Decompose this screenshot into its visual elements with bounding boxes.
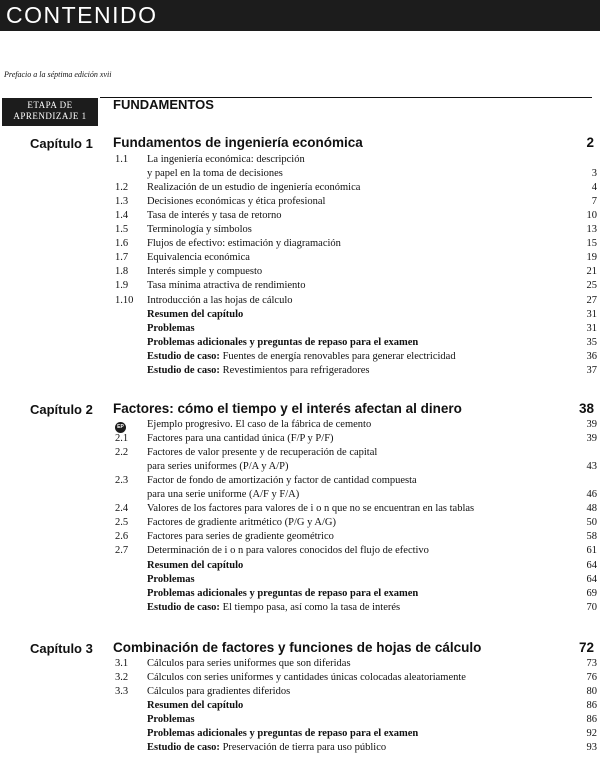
preface-line[interactable]: Prefacio a la séptima edición xvii xyxy=(4,70,112,79)
entry-text xyxy=(147,336,418,349)
entry-text: Factores de gradiente aritmético (P/G y A/G) xyxy=(147,517,336,529)
entry-text: Estudio de caso: Fuentes de energía renovables para generar electricidad xyxy=(147,350,456,362)
entry-page: 69 xyxy=(586,587,597,599)
toc-entry[interactable] xyxy=(112,587,597,600)
toc-entry[interactable] xyxy=(112,741,597,754)
entry-text: Estudio de caso: Preservación de tierra para uso público xyxy=(147,742,387,754)
entry-text: Factores para una cantidad única (F/P y P/F) xyxy=(147,433,334,445)
entry-number: 2.1 xyxy=(115,433,129,445)
entry-page: 19 xyxy=(586,252,597,264)
entry-page: 7 xyxy=(591,196,597,208)
toc-entry[interactable] xyxy=(112,699,597,712)
toc-entry[interactable] xyxy=(112,685,597,698)
toc-entry[interactable] xyxy=(112,516,597,529)
entry-number: 1.10 xyxy=(115,294,134,306)
toc-entry[interactable] xyxy=(112,474,597,487)
entry-bold-label: Problemas xyxy=(147,573,195,585)
entry-text xyxy=(147,699,243,712)
header-banner xyxy=(0,0,600,31)
ep-badge-icon: EP xyxy=(115,422,126,433)
entry-text: Equivalencia económica xyxy=(147,252,250,264)
entry-text: Cálculos para series uniformes que son diferidas xyxy=(147,658,351,669)
entry-text: Estudio de caso: El tiempo pasa, así como la tasa de interés xyxy=(147,601,401,613)
entry-text: Factores para series de gradiente geométrico xyxy=(147,531,334,543)
toc-entry[interactable] xyxy=(112,167,597,180)
entry-number: 2.7 xyxy=(115,545,129,557)
entry-page: 86 xyxy=(586,700,597,712)
entry-bold-label: Problemas adicionales y preguntas de repaso para el examen xyxy=(147,587,419,599)
toc-entry[interactable] xyxy=(112,502,597,515)
entry-text: Estudio de caso: Revestimientos para refrigeradores xyxy=(147,364,370,376)
toc-entry[interactable] xyxy=(112,181,597,194)
entry-text: Determinación de i o n para valores conocidos del flujo de efectivo xyxy=(147,545,429,557)
entry-page: 15 xyxy=(586,238,597,250)
toc-entry[interactable] xyxy=(112,544,597,557)
entry-number: 1.5 xyxy=(115,224,129,236)
entry-bold-label: Resumen del capítulo xyxy=(147,559,244,571)
entry-number: 1.8 xyxy=(115,266,129,278)
entry-page: 39 xyxy=(586,433,597,445)
toc-entry[interactable] xyxy=(112,336,597,349)
entry-bold-label: Estudio de caso: xyxy=(147,364,220,376)
entry-text: Cálculos para gradientes diferidos xyxy=(147,686,291,698)
entry-page: 70 xyxy=(586,601,597,613)
entry-number: 1.1 xyxy=(115,154,129,165)
entry-page: 4 xyxy=(591,182,597,194)
toc-entry[interactable] xyxy=(112,279,597,292)
entry-text xyxy=(147,308,243,321)
entry-bold-label: Problemas adicionales y preguntas de repaso para el examen xyxy=(147,728,419,740)
entry-bold-label: Estudio de caso: xyxy=(147,742,220,754)
entry-number: 1.3 xyxy=(115,196,129,208)
toc-entry[interactable] xyxy=(112,727,597,740)
entry-number: 2.5 xyxy=(115,517,129,529)
entry-text: para series uniformes (P/A y A/P) xyxy=(147,461,289,473)
entry-number xyxy=(115,418,126,432)
stage-title: FUNDAMENTOS xyxy=(113,97,214,112)
toc-entry[interactable] xyxy=(112,657,597,670)
chapter-label: Capítulo 3 xyxy=(30,641,93,656)
entry-page: 50 xyxy=(586,517,597,529)
entry-text xyxy=(147,727,418,740)
entry-bold-label: Problemas adicionales y preguntas de repaso para el examen xyxy=(147,336,419,348)
entry-number: 3.3 xyxy=(115,686,129,698)
toc-entry[interactable] xyxy=(112,209,597,222)
entry-page: 36 xyxy=(586,350,597,362)
entry-page: 43 xyxy=(586,461,597,473)
entry-number: 3.1 xyxy=(115,658,129,669)
toc-entry[interactable] xyxy=(112,460,597,473)
stage-label-line2: APRENDIZAJE 1 xyxy=(13,111,87,121)
entry-page: 31 xyxy=(586,322,597,334)
toc-entry[interactable] xyxy=(112,530,597,543)
entry-bold-label: Problemas xyxy=(147,322,195,334)
toc-entry[interactable] xyxy=(112,294,597,307)
entry-text: Cálculos con series uniformes y cantidades únicas colocadas aleatoriamente xyxy=(147,672,466,684)
entry-text: Ejemplo progresivo. El caso de la fábrica de cemento xyxy=(147,419,372,430)
entry-page: 21 xyxy=(586,266,597,278)
toc-entry[interactable] xyxy=(112,364,597,377)
entry-page: 64 xyxy=(586,573,597,585)
entry-bold-label: Estudio de caso: xyxy=(147,601,220,613)
entry-text: Tasa de interés y tasa de retorno xyxy=(147,210,282,222)
entry-number: 2.6 xyxy=(115,531,129,543)
entry-text: y papel en la toma de decisiones xyxy=(147,168,283,180)
toc-entry[interactable] xyxy=(112,265,597,278)
toc-entry[interactable] xyxy=(112,153,597,166)
toc-entry[interactable] xyxy=(112,446,597,459)
chapter-title[interactable]: Factores: cómo el tiempo y el interés afectan al dinero xyxy=(113,401,462,416)
toc-entry[interactable] xyxy=(112,195,597,208)
chapter-page: 2 xyxy=(586,135,594,150)
entry-text: Factor de fondo de amortización y factor de cantidad compuesta xyxy=(147,475,417,487)
entry-page: 61 xyxy=(586,545,597,557)
entry-text xyxy=(147,587,418,600)
entry-page: 13 xyxy=(586,224,597,236)
entry-number: 1.9 xyxy=(115,280,129,292)
entry-page: 93 xyxy=(586,742,597,754)
toc-entry[interactable] xyxy=(112,432,597,445)
entry-text: Terminología y símbolos xyxy=(147,224,252,236)
chapter-title[interactable]: Fundamentos de ingeniería económica xyxy=(113,135,363,150)
entry-bold-label: Resumen del capítulo xyxy=(147,700,244,712)
toc-entry[interactable] xyxy=(112,671,597,684)
entry-page: 31 xyxy=(586,308,597,320)
entry-page: 73 xyxy=(586,658,597,669)
entry-page: 46 xyxy=(586,489,597,501)
entry-text: Introducción a las hojas de cálculo xyxy=(147,294,293,306)
entry-bold-label: Resumen del capítulo xyxy=(147,308,244,320)
toc-entry[interactable] xyxy=(112,713,597,726)
toc-entry[interactable] xyxy=(112,251,597,264)
entry-number: 1.7 xyxy=(115,252,129,264)
entry-bold-label: Estudio de caso: xyxy=(147,350,220,362)
toc-entry[interactable] xyxy=(112,559,597,572)
entry-text: Realización de un estudio de ingeniería económica xyxy=(147,182,361,194)
toc-entry[interactable] xyxy=(112,488,597,501)
entry-text xyxy=(147,559,243,572)
entry-number: 1.6 xyxy=(115,238,129,250)
toc-entry[interactable] xyxy=(112,418,597,431)
entry-page: 64 xyxy=(586,559,597,571)
entry-page: 48 xyxy=(586,503,597,515)
entry-number: 2.3 xyxy=(115,475,129,487)
entry-number: 2.4 xyxy=(115,503,129,515)
chapter-label: Capítulo 1 xyxy=(30,136,93,151)
entry-bold-label: Problemas xyxy=(147,714,195,726)
stage-badge xyxy=(2,98,98,126)
toc-entry[interactable] xyxy=(112,237,597,250)
entry-page: 58 xyxy=(586,531,597,543)
entry-page: 80 xyxy=(586,686,597,698)
entry-text xyxy=(147,573,195,586)
toc-entry[interactable] xyxy=(112,350,597,363)
entry-page: 39 xyxy=(586,419,597,430)
entry-text: Interés simple y compuesto xyxy=(147,266,263,278)
entry-page: 35 xyxy=(586,336,597,348)
entry-text: Tasa mínima atractiva de rendimiento xyxy=(147,280,306,292)
page-title: CONTENIDO xyxy=(6,2,158,28)
entry-text xyxy=(147,322,195,335)
entry-text: La ingeniería económica: descripción xyxy=(147,154,305,165)
entry-text xyxy=(147,713,195,726)
entry-page: 3 xyxy=(591,168,597,180)
entry-text: Factores de valor presente y de recuperación de capital xyxy=(147,447,378,459)
toc-entry[interactable] xyxy=(112,223,597,236)
chapter-page: 72 xyxy=(578,640,594,655)
entry-page: 10 xyxy=(586,210,597,222)
entry-text: para una serie uniforme (A/F y F/A) xyxy=(147,489,300,501)
toc-entry[interactable] xyxy=(112,322,597,335)
entry-page: 37 xyxy=(586,364,597,376)
chapter-page: 38 xyxy=(578,401,594,416)
toc-entry[interactable] xyxy=(112,308,597,321)
chapter-label: Capítulo 2 xyxy=(30,402,93,417)
toc-entry[interactable] xyxy=(112,601,597,614)
entry-page: 25 xyxy=(586,280,597,292)
entry-number: 2.2 xyxy=(115,447,129,459)
entry-number: 1.4 xyxy=(115,210,129,222)
entry-page: 86 xyxy=(586,714,597,726)
entry-text: Valores de los factores para valores de i o n que no se encuentran en las tablas xyxy=(147,503,475,515)
stage-label-line1: ETAPA DE xyxy=(27,100,73,110)
chapter-title[interactable]: Combinación de factores y funciones de hojas de cálculo xyxy=(113,640,482,655)
entry-text: Decisiones económicas y ética profesional xyxy=(147,196,326,208)
entry-text: Flujos de efectivo: estimación y diagramación xyxy=(147,238,341,250)
entry-number: 3.2 xyxy=(115,672,129,684)
entry-page: 76 xyxy=(586,672,597,684)
entry-number: 1.2 xyxy=(115,182,129,194)
toc-entry[interactable] xyxy=(112,573,597,586)
entry-page: 92 xyxy=(586,728,597,740)
entry-page: 27 xyxy=(586,294,597,306)
